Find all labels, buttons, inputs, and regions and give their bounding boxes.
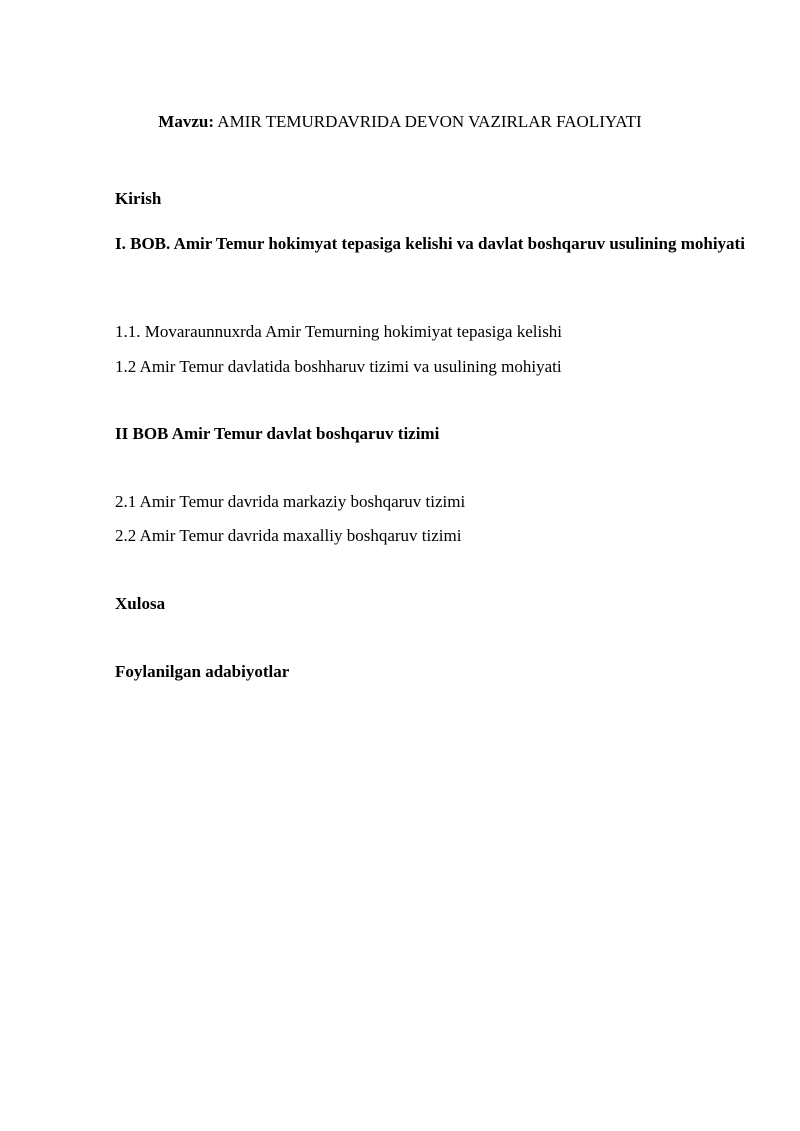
chapter1-heading: I. BOB. Amir Temur hokimyat tepasiga kelishi va davlat boshqaruv usulining mohiyati	[115, 234, 745, 253]
section-1-2: 1.2 Amir Temur davlatida boshharuv tizimi va usulining mohiyati	[115, 357, 562, 376]
introduction-heading: Kirish	[115, 189, 162, 208]
references-heading: Foylanilgan adabiyotlar	[115, 662, 290, 681]
title-text: AMIR TEMURDAVRIDA DEVON VAZIRLAR FAOLIYATI	[214, 112, 642, 131]
title-prefix: Mavzu:	[158, 112, 214, 131]
section-2-2: 2.2 Amir Temur davrida maxalliy boshqaruv tizimi	[115, 526, 462, 545]
section-2-1: 2.1 Amir Temur davrida markaziy boshqaruv tizimi	[115, 492, 466, 511]
section-1-1: 1.1. Movaraunnuxrda Amir Temurning hokimiyat tepasiga kelishi	[115, 322, 563, 341]
chapter2-heading: II BOB Amir Temur davlat boshqaruv tizimi	[115, 424, 440, 443]
conclusion-heading: Xulosa	[115, 594, 166, 613]
document-title	[0, 110, 800, 134]
